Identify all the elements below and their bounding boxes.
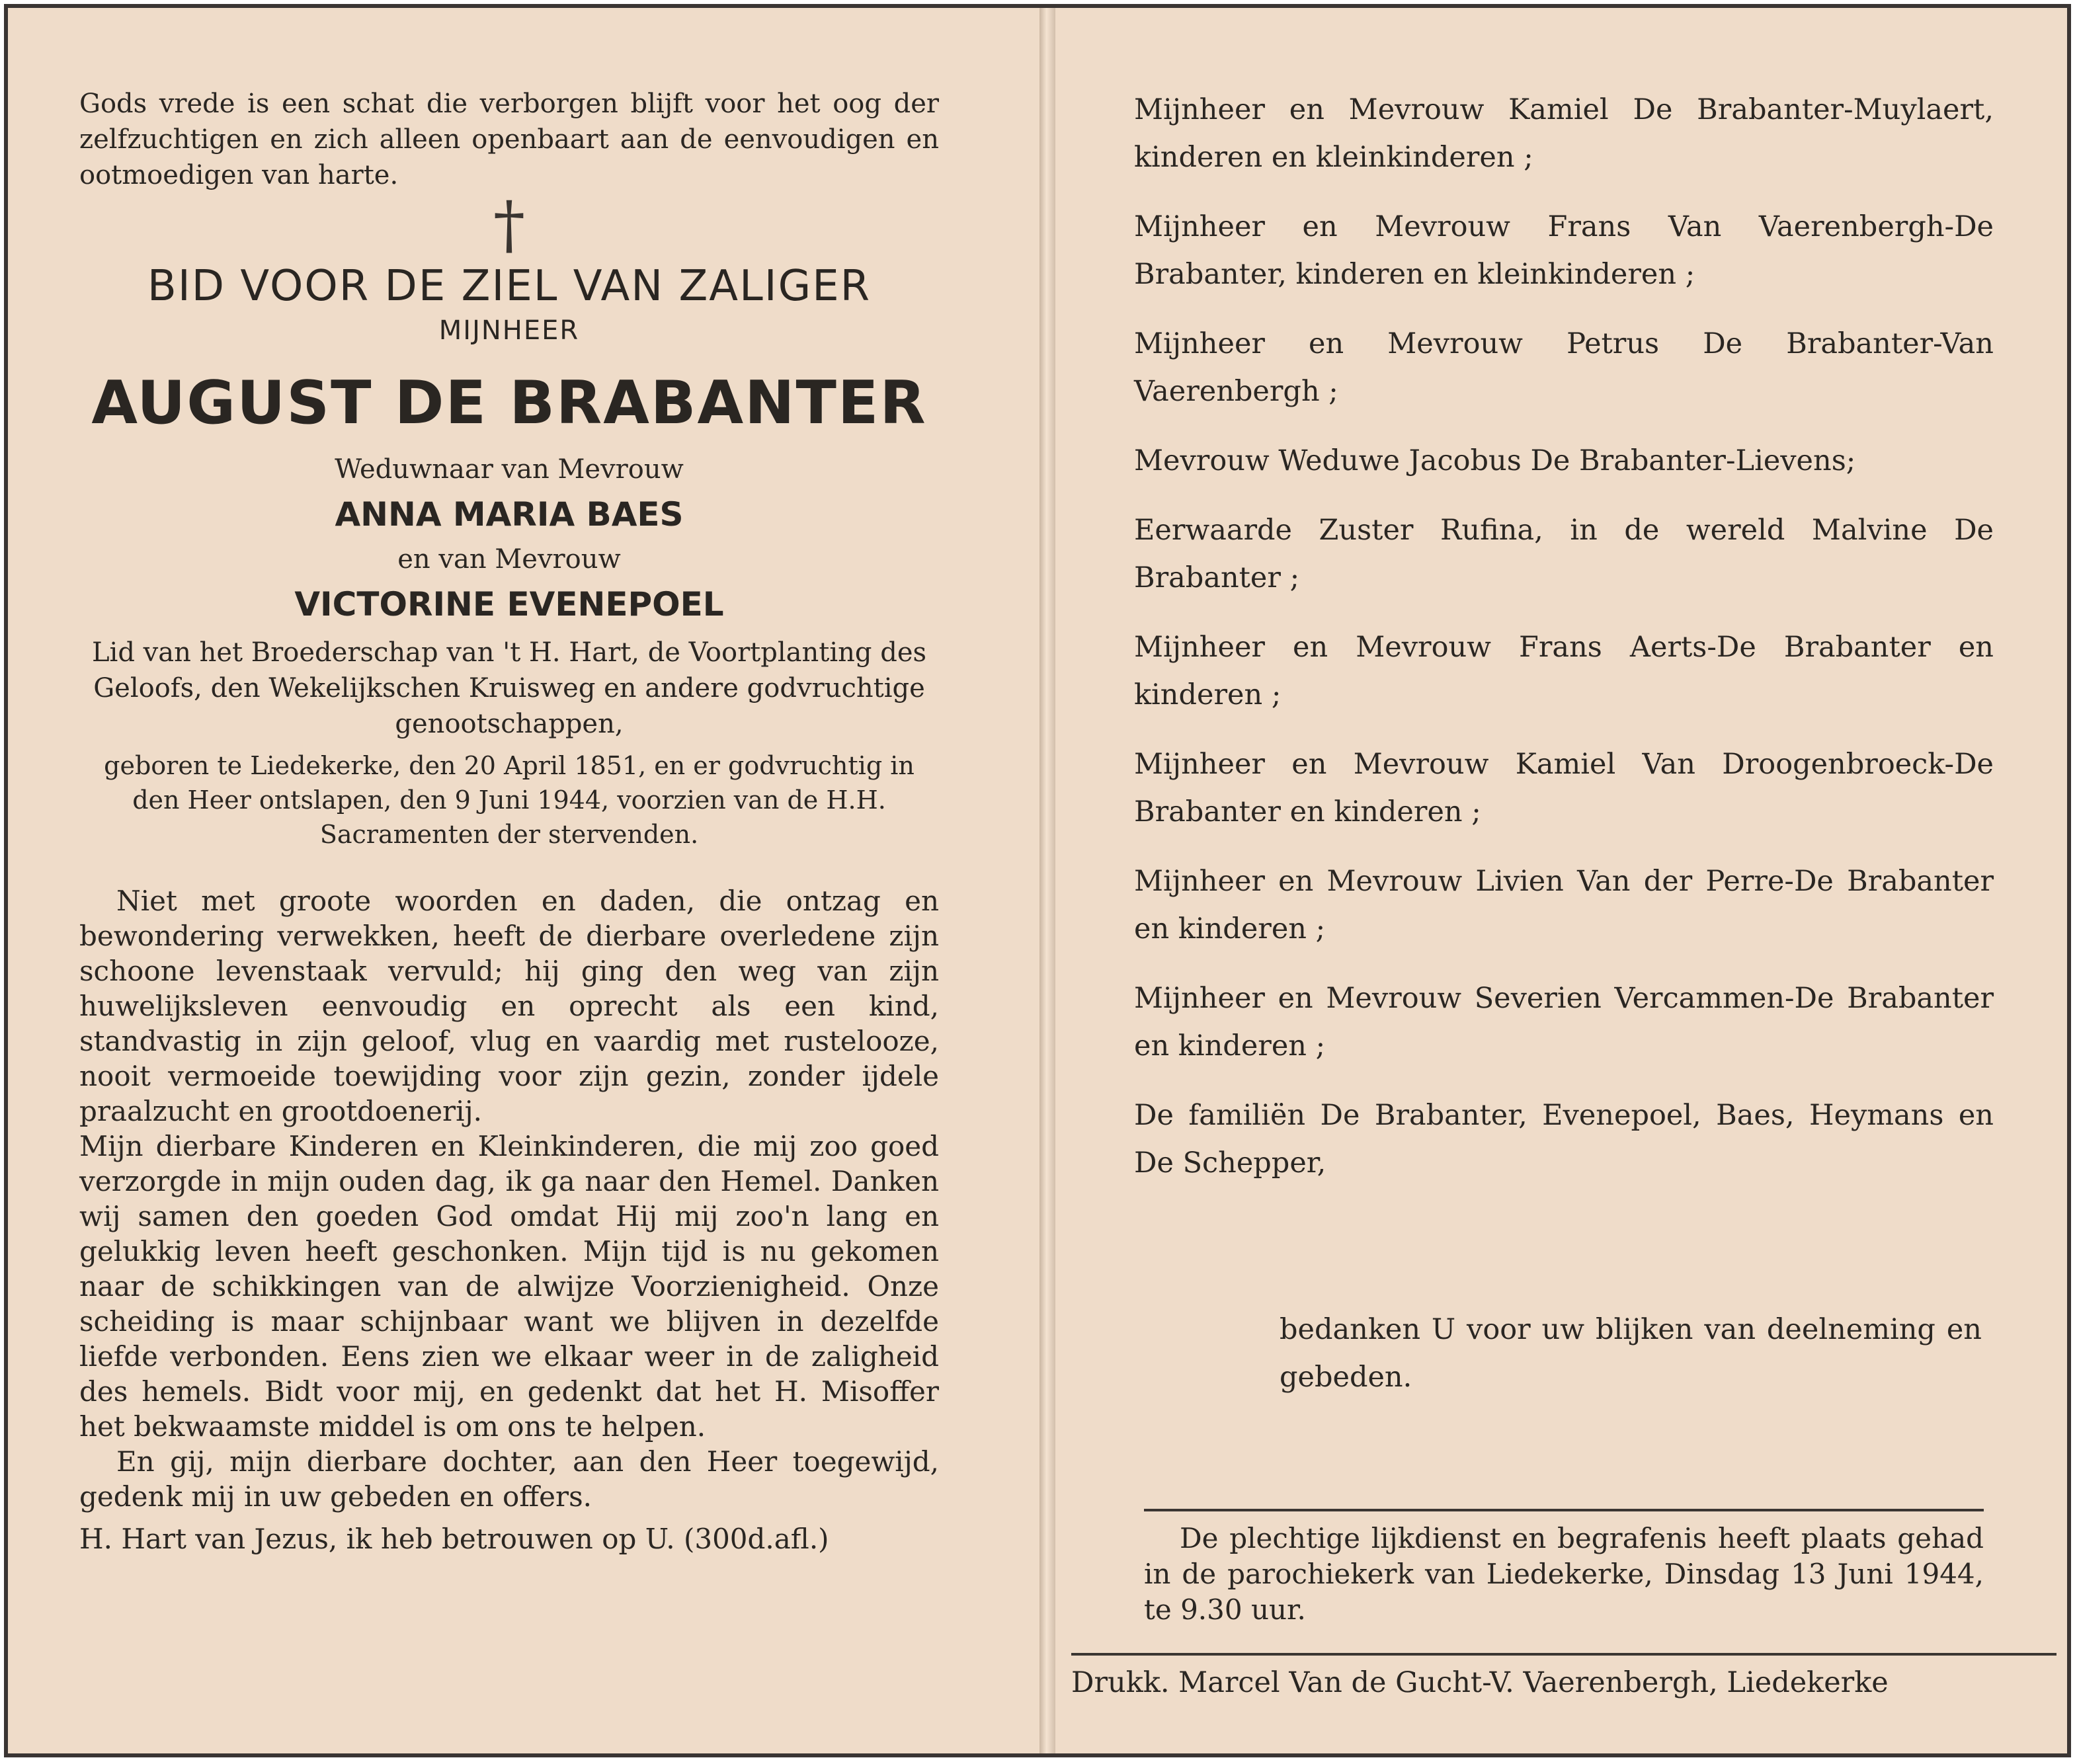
- deceased-name: AUGUST DE BRABANTER: [91, 368, 927, 438]
- thanks-text: bedanken U voor uw blijken van deelneming en gebeden.: [1280, 1313, 1982, 1394]
- family-entry: Mijnheer en Mevrouw Severien Vercammen-De Brabanter en kinderen ;: [1134, 982, 1994, 1062]
- opening-quote: Gods vrede is een schat die verborgen blijft voor het oog der zelfzuchtigen en zich alleen openbaart aan de eenvoudigen en ootmoedigen van harte.: [79, 89, 939, 190]
- first-spouse-name: ANNA MARIA BAES: [335, 495, 684, 534]
- family-entry: Mijnheer en Mevrouw Kamiel Van Droogenbroeck-De Brabanter en kinderen ;: [1134, 748, 1994, 828]
- second-spouse-name: VICTORINE EVENEPOEL: [294, 585, 724, 623]
- divider: [1144, 1509, 1984, 1511]
- farewell-paragraph: Mijn dierbare Kinderen en Kleinkinderen, die mij zoo goed verzorgde in mijn ouden dag, ik ga naar den Hemel. Danken wij samen den goeden God omdat Hij mij zoo'n lang en gelukkig leven heeft geschonken. Mijn tijd is nu gekomen naar de schikkingen van de alwijze Voorzienigheid. Onze scheiding is maar schijnbaar want we blijven in dezelfde liefde verbonden. Eens zien we elkaar weer in de zaligheid des hemels. Bidt voor mij, en gedenkt dat het H. Misoffer het bekwaamste middel is om ons te helpen.: [79, 1130, 939, 1443]
- membership-text: Lid van het Broederschap van 't H. Hart, de Voortplanting des Geloofs, den Wekelijkschen Kruisweg en andere godvruchtige genootschappen,: [91, 637, 927, 739]
- title-word: MIJNHEER: [438, 315, 580, 346]
- daughter-paragraph: En gij, mijn dierbare dochter, aan den Heer toegewijd, gedenk mij in uw gebeden en offers.: [79, 1445, 939, 1513]
- family-entry: Mijnheer en Mevrouw Frans Aerts-De Brabanter en kinderen ;: [1134, 631, 1994, 711]
- funeral-notice: De plechtige lijkdienst en begrafenis heeft plaats gehad in de parochiekerk van Liedekerke, Dinsdag 13 Juni 1944, te 9.30 uur.: [1144, 1522, 1984, 1626]
- divider: [1071, 1653, 2057, 1656]
- family-entry: Mevrouw Weduwe Jacobus De Brabanter-Lievens;: [1134, 444, 1856, 477]
- family-entry: Mijnheer en Mevrouw Livien Van der Perre-De Brabanter en kinderen ;: [1134, 865, 1994, 945]
- and-line: en van Mevrouw: [397, 544, 621, 575]
- printer-credit: Drukk. Marcel Van de Gucht-V. Vaerenbergh, Liedekerke: [1071, 1666, 1889, 1699]
- family-entry: De familiën De Brabanter, Evenepoel, Baes, Heymans en De Schepper,: [1134, 1099, 1994, 1180]
- widower-line: Weduwnaar van Mevrouw: [335, 454, 684, 485]
- closing-prayer: H. Hart van Jezus, ik heb betrouwen op U. (300d.afl.): [79, 1523, 829, 1555]
- left-page: [79, 86, 939, 1558]
- card-fold: [1039, 8, 1055, 1753]
- prayer-heading: BID VOOR DE ZIEL VAN ZALIGER: [147, 262, 872, 311]
- family-list: [1134, 86, 1994, 1187]
- family-entry: Mijnheer en Mevrouw Petrus De Brabanter-Van Vaerenbergh ;: [1134, 327, 1994, 408]
- birth-death-text: geboren te Liedekerke, den 20 April 1851, en er godvruchtig in den Heer ontslapen, den 9 Juni 1944, voorzien van de H.H. Sacramenten der stervenden.: [104, 751, 915, 849]
- family-entry: Mijnheer en Mevrouw Kamiel De Brabanter-Muylaert, kinderen en kleinkinderen ;: [1134, 93, 1994, 174]
- right-page: [1134, 86, 1994, 1209]
- family-entry: Eerwaarde Zuster Rufina, in de wereld Malvine De Brabanter ;: [1134, 514, 1994, 594]
- cross-icon: †: [493, 188, 525, 262]
- family-entry: Mijnheer en Mevrouw Frans Van Vaerenbergh-De Brabanter, kinderen en kleinkinderen ;: [1134, 210, 1994, 291]
- tribute-paragraph: Niet met groote woorden en daden, die ontzag en bewondering verwekken, heeft de dierbare overledene zijn schoone levenstaak vervuld; hij ging den weg van zijn huwelijksleven eenvoudig en oprecht als een kind, standvastig in zijn geloof, vlug en vaardig met rustelooze, nooit vermoeide toewijding voor zijn gezin, zonder ijdele praalzucht en grootdoenerij.: [79, 885, 939, 1127]
